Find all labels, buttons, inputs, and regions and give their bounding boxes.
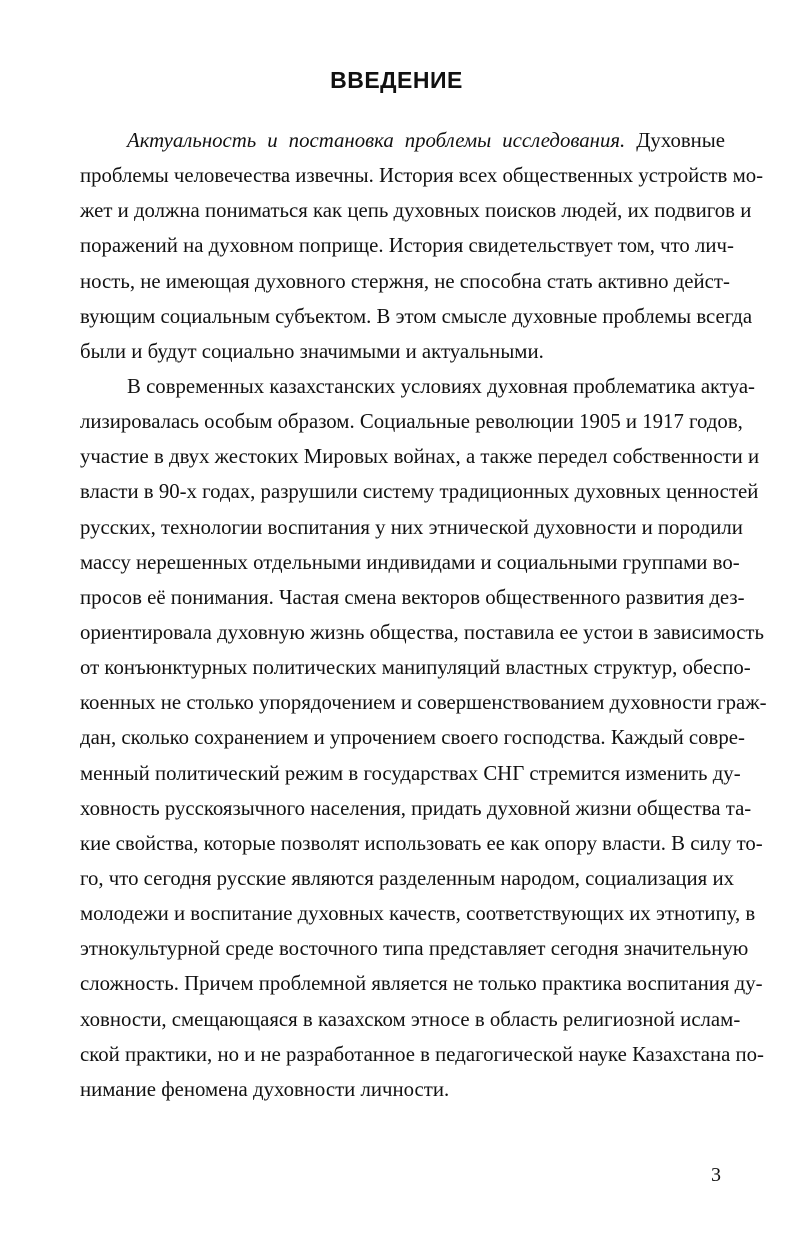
- section-lead-rest: Духовные: [625, 129, 725, 152]
- paragraph-2-line: нимание феномена духовности личности.: [80, 1077, 450, 1101]
- paragraph-2-line: русских, технологии воспитания у них этнической духовности и породили: [80, 515, 743, 539]
- paragraph-1-line: вующим социальным субъектом. В этом смысле духовные проблемы всегда: [80, 304, 753, 328]
- paragraph-2-line: лизировалась особым образом. Социальные революции 1905 и 1917 годов,: [80, 410, 743, 434]
- paragraph-1-line: жет и должна пониматься как цепь духовных поисков людей, их подвигов и: [80, 199, 752, 223]
- paragraph-2-line: менный политический режим в государствах СНГ стремится изменить ду-: [80, 761, 741, 785]
- paragraph-1-line: проблемы человечества извечны. История всех общественных устройств мо-: [80, 164, 764, 188]
- section-lead-italic: Актуальность и постановка проблемы исследования.: [127, 129, 626, 152]
- paragraph-2-line: дан, сколько сохранением и упрочением своего господства. Каждый совре-: [80, 726, 745, 750]
- paragraph-2-line: от конъюнктурных политических манипуляций властных структур, обеспо-: [80, 656, 751, 680]
- paragraph-2-line: кие свойства, которые позволят использовать ее как опору власти. В силу то-: [80, 831, 763, 855]
- paragraph-2-line: просов её понимания. Частая смена векторов общественного развития дез-: [80, 585, 745, 609]
- paragraph-2-line: власти в 90-х годах, разрушили систему традиционных духовных ценностей: [80, 480, 759, 504]
- document-body: [80, 123, 767, 1107]
- paragraph-2-line: ориентировала духовную жизнь общества, поставила ее устои в зависимость: [80, 620, 764, 644]
- paragraph-1-line: поражений на духовном поприще. История свидетельствует том, что лич-: [80, 234, 734, 258]
- page-title: ВВЕДЕНИЕ: [330, 67, 463, 93]
- paragraph-2-line: коенных не столько упорядочением и совершенствованием духовности граж-: [80, 691, 767, 715]
- paragraph-2-line: массу нерешенных отдельными индивидами и социальными группами во-: [80, 550, 740, 574]
- paragraph-2-line: участие в двух жестоких Мировых войнах, а также передел собственности и: [80, 445, 760, 469]
- paragraph-1-line-1: [80, 123, 725, 158]
- paragraph-2-line: этнокультурной среде восточного типа представляет сегодня значительную: [80, 937, 749, 961]
- paragraph-2-line: В современных казахстанских условиях духовная проблематика актуа-: [127, 374, 755, 398]
- page-number: 3: [711, 1164, 721, 1186]
- paragraph-1-line: были и будут социально значимыми и актуальными.: [80, 339, 544, 363]
- paragraph-2-line: ской практики, но и не разработанное в педагогической науке Казахстана по-: [80, 1042, 764, 1066]
- paragraph-2-line: сложность. Причем проблемной является не только практика воспитания ду-: [80, 972, 763, 996]
- paragraph-2-line: ховность русскоязычного населения, придать духовной жизни общества та-: [80, 796, 752, 820]
- paragraph-1-line: ность, не имеющая духовного стержня, не способна стать активно дейст-: [80, 269, 730, 293]
- paragraph-2-line: ховности, смещающаяся в казахском этносе в область религиозной ислам-: [80, 1007, 741, 1031]
- paragraph-2-line: молодежи и воспитание духовных качеств, соответствующих их этнотипу, в: [80, 902, 756, 926]
- paragraph-2-line: го, что сегодня русские являются разделенным народом, социализация их: [80, 866, 734, 890]
